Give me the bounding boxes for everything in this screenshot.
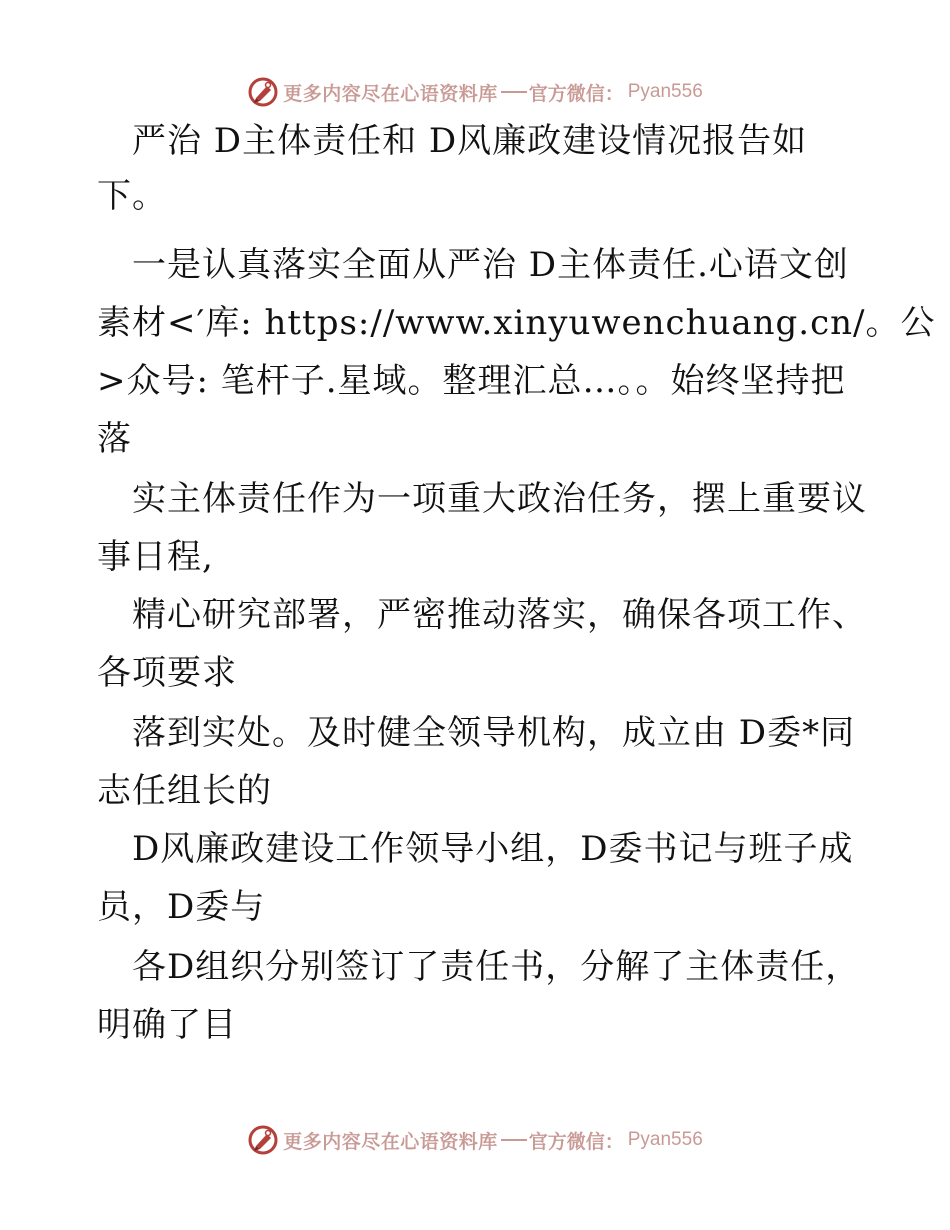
text-line: 精心研究部署，严密推动落实，确保各项工作、: [97, 595, 867, 635]
banner-wechat-id: Pyan556: [627, 1129, 703, 1150]
text-line: 一是认真落实全面从严治 D主体责任.心语文创: [97, 245, 849, 285]
banner-dash: [501, 91, 527, 93]
pen-logo-icon: [247, 76, 279, 108]
text-line: 落: [97, 419, 132, 459]
banner-text: 更多内容尽在心语资料库: [283, 1130, 498, 1153]
text-line: 各项要求: [97, 653, 237, 693]
text-line: 明确了目: [97, 1005, 237, 1045]
text-line: 严治 D主体责任和 D风廉政建设情况报告如: [97, 121, 808, 161]
text-line: 实主体责任作为一项重大政治任务，摆上重要议: [97, 479, 867, 519]
footer-watermark: [0, 1120, 950, 1160]
banner-text: 更多内容尽在心语资料库: [283, 82, 498, 105]
banner-wechat-label: 官方微信：: [528, 1130, 624, 1153]
text-line: 下。: [97, 176, 167, 216]
text-line: 落到实处。及时健全领导机构，成立由 D委*同: [97, 713, 856, 753]
text-line: 事日程,: [97, 537, 214, 577]
banner-wechat-label: 官方微信：: [528, 82, 624, 105]
text-line: D风廉政建设工作领导小组，D委书记与班子成: [97, 829, 854, 869]
pen-logo-icon: [247, 1124, 279, 1156]
text-line: 志任组长的: [97, 771, 272, 811]
text-line: >众号: 笔杆子.星域。整理汇总…。。始终坚持把: [97, 361, 846, 401]
text-line: 素材<′库: https://www.xinyuwenchuang.cn/。公: [97, 303, 936, 343]
banner-wechat-id: Pyan556: [627, 81, 703, 102]
text-line: 员，D委与: [97, 887, 266, 927]
text-line: 各D组织分别签订了责任书，分解了主体责任，: [97, 947, 861, 987]
header-watermark: [0, 72, 950, 112]
banner-dash: [501, 1139, 527, 1141]
